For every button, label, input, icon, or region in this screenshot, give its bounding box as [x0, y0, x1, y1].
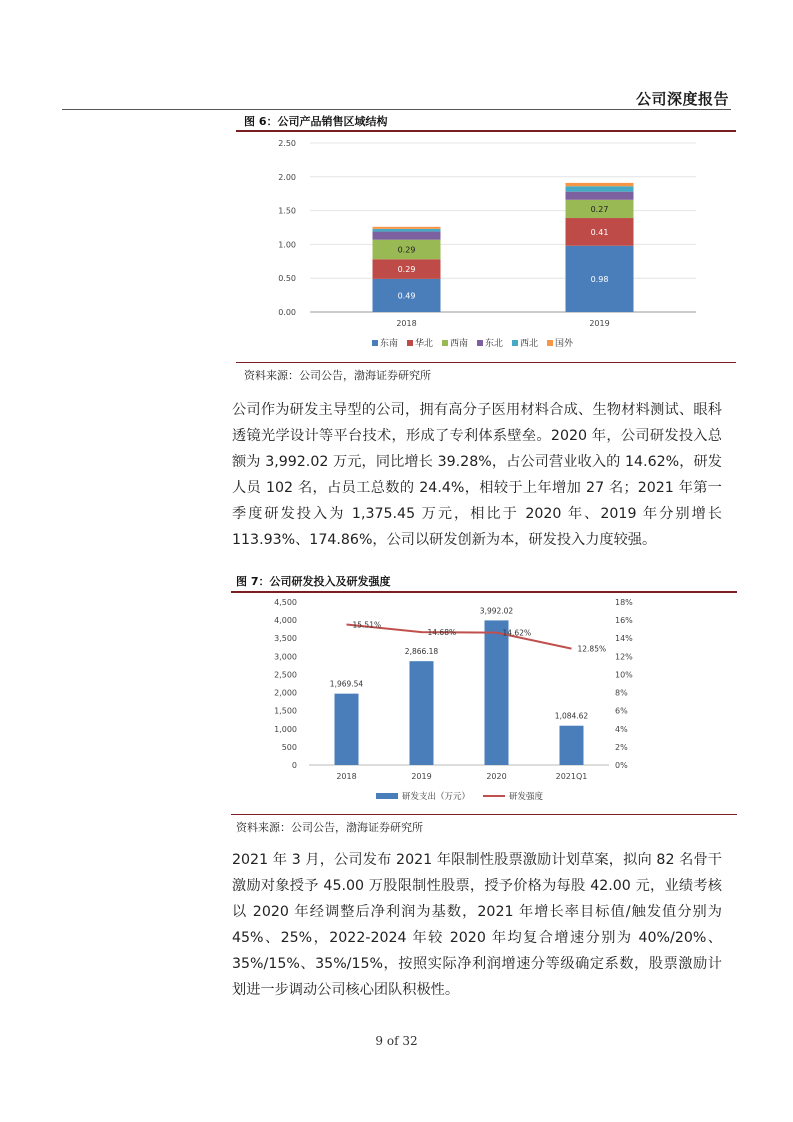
figure6-bar-segment: [566, 183, 634, 186]
figure6-stacked-bar-chart: [236, 132, 736, 362]
figure7-x-tick-label: 2019: [411, 772, 432, 781]
figure7-line-label: 14.68%: [427, 628, 457, 638]
figure6-y-tick-label: 2.50: [278, 139, 296, 148]
figure6-source: 资料来源：公司公告，渤海证券研究所: [244, 369, 431, 382]
figure6-legend-swatch: [372, 340, 378, 346]
figure6-legend-label: 华北: [415, 339, 434, 349]
figure6-legend: [372, 337, 574, 349]
figure7-line-label: 14.62%: [502, 628, 532, 638]
figure6-data-label: 0.29: [397, 265, 416, 275]
page-number: 9 of 32: [375, 1034, 418, 1048]
figure6-data-label: 0.49: [397, 291, 416, 301]
figure6-bar-segment: [373, 232, 441, 240]
figure7-legend-bar-label: 研发支出（万元）: [402, 792, 471, 802]
figure7-bar: [410, 661, 434, 765]
figure6-bottom-rule: [236, 362, 736, 363]
figure6-legend-swatch: [442, 340, 448, 346]
figure6-y-axis-ticks: [278, 139, 296, 317]
figure7-right-tick-label: 16%: [615, 616, 633, 626]
figure7-left-tick-label: 2,500: [274, 670, 297, 680]
figure6-data-label: 0.27: [590, 204, 609, 214]
figure7-bar-label: 3,992.02: [479, 606, 514, 616]
header-rule: [62, 109, 731, 110]
figure6-legend-swatch: [407, 340, 413, 346]
figure6-y-tick-label: 0.00: [278, 308, 296, 317]
figure6-y-tick-label: 0.50: [278, 274, 296, 284]
figure7-legend: [376, 791, 544, 802]
figure6-legend-swatch: [547, 340, 553, 346]
figure7-left-tick-label: 4,500: [274, 598, 297, 607]
figure7-left-tick-label: 0: [291, 761, 297, 770]
figure6-x-axis-ticks: [396, 319, 609, 328]
figure7-left-axis-ticks: [274, 598, 297, 770]
figure7-line-label: 12.85%: [577, 644, 607, 654]
figure7-data-labels: [330, 606, 606, 720]
report-title: 公司深度报告: [635, 90, 729, 108]
figure7-right-tick-label: 14%: [615, 634, 633, 644]
figure7-x-tick-label: 2018: [336, 772, 357, 781]
figure7-bar-label: 2,866.18: [404, 647, 439, 657]
figure7-bars: [309, 620, 609, 765]
figure7-bar-label: 1,084.62: [554, 711, 589, 721]
figure7-source: 资料来源：公司公告，渤海证券研究所: [236, 821, 423, 834]
figure6-legend-label: 东北: [485, 339, 504, 349]
figure6-y-tick-label: 1.00: [278, 240, 296, 250]
figure7-left-tick-label: 4,000: [274, 616, 297, 626]
figure7-bar: [560, 726, 584, 765]
figure6-caption: 图 6：公司产品销售区域结构: [244, 115, 388, 128]
figure6-gridlines: [310, 143, 696, 312]
figure7-right-tick-label: 2%: [615, 742, 628, 752]
figure7-right-axis-ticks: [615, 598, 633, 770]
figure6-bar-segment: [373, 227, 441, 229]
figure7-bar-label: 1,969.54: [329, 679, 364, 689]
figure7-bar: [485, 620, 509, 765]
figure7-x-tick-label: 2021Q1: [555, 772, 588, 781]
figure6-legend-label: 西北: [520, 339, 539, 349]
figure7-left-tick-label: 1,500: [274, 706, 297, 716]
figure7-right-tick-label: 8%: [615, 688, 628, 698]
figure7-legend-bar-swatch: [376, 793, 398, 799]
figure6-y-tick-label: 1.50: [278, 206, 296, 216]
figure6-legend-swatch: [512, 340, 518, 346]
body-paragraph-1: 公司作为研发主导型的公司，拥有高分子医用材料合成、生物材料测试、眼科透镜光学设计等平台技术，形成了专利体系壁垒。2020 年，公司研发投入总额为 3,992.02 万元，同比增长 39.28%，占公司营业收入的 14.62%，研发人员 102 名，占员工总数的 24.4%，相较于上年增加 27 名；2021 年第一季度研发投入为 1,375.45 万元，相比于 2020 年、2019 年分别增长 113.93%、174.86%，公司以研发创新为本，研发投入力度较强。: [232, 402, 722, 548]
figure7-bar: [335, 694, 359, 765]
figure6-bar-segment: [566, 192, 634, 200]
figure6-x-tick-label: 2018: [396, 319, 417, 328]
figure7-left-tick-label: 1,000: [274, 724, 297, 734]
figure6-data-label: 0.98: [590, 274, 609, 284]
figure6-bar-segment: [373, 229, 441, 232]
figure6-legend-label: 西南: [450, 339, 469, 349]
figure7-left-tick-label: 3,500: [274, 634, 297, 644]
figure7-caption: 图 7：公司研发投入及研发强度: [236, 575, 391, 588]
figure6-legend-label: 东南: [380, 339, 399, 349]
figure7-right-tick-label: 6%: [615, 706, 628, 716]
figure6-legend-swatch: [477, 340, 483, 346]
figure6-data-label: 0.41: [590, 227, 609, 237]
body-paragraph-2: 2021 年 3 月，公司发布 2021 年限制性股票激励计划草案，拟向 82 名骨干激励对象授予 45.00 万股限制性股票，授予价格为每股 42.00 元，业绩考核以 2020 年经调整后净利润为基数，2021 年增长率目标值/触发值分别为 45%、25%，2022-2024 年较 2020 年均复合增速分别为 40%/20%、35%/15%、35%/15%，按照实际净利润增速分等级确定系数，股票激励计划进一步调动公司核心团队积极性。: [232, 852, 722, 998]
figure6-bar-segment: [566, 186, 634, 191]
figure7-line-label: 15.51%: [352, 620, 382, 630]
figure7-left-tick-label: 2,000: [274, 688, 297, 698]
figure7-left-tick-label: 3,000: [274, 652, 297, 662]
figure7-x-tick-label: 2020: [486, 772, 507, 781]
figure6-data-label: 0.29: [397, 245, 416, 255]
figure7-right-tick-label: 12%: [615, 652, 633, 662]
figure6-x-tick-label: 2019: [589, 319, 610, 328]
figure7-bottom-rule: [231, 814, 737, 815]
figure7-legend-line-label: 研发强度: [509, 792, 544, 802]
figure6-legend-label: 国外: [555, 339, 574, 349]
figure7-right-tick-label: 4%: [615, 724, 628, 734]
figure7-right-tick-label: 0%: [615, 761, 628, 770]
figure7-x-axis-ticks: [336, 772, 587, 781]
figure7-right-tick-label: 18%: [615, 598, 633, 607]
figure7-left-tick-label: 500: [281, 742, 297, 752]
figure7-combo-chart: [231, 593, 737, 813]
figure7-right-tick-label: 10%: [615, 670, 633, 680]
figure6-y-tick-label: 2.00: [278, 172, 296, 182]
